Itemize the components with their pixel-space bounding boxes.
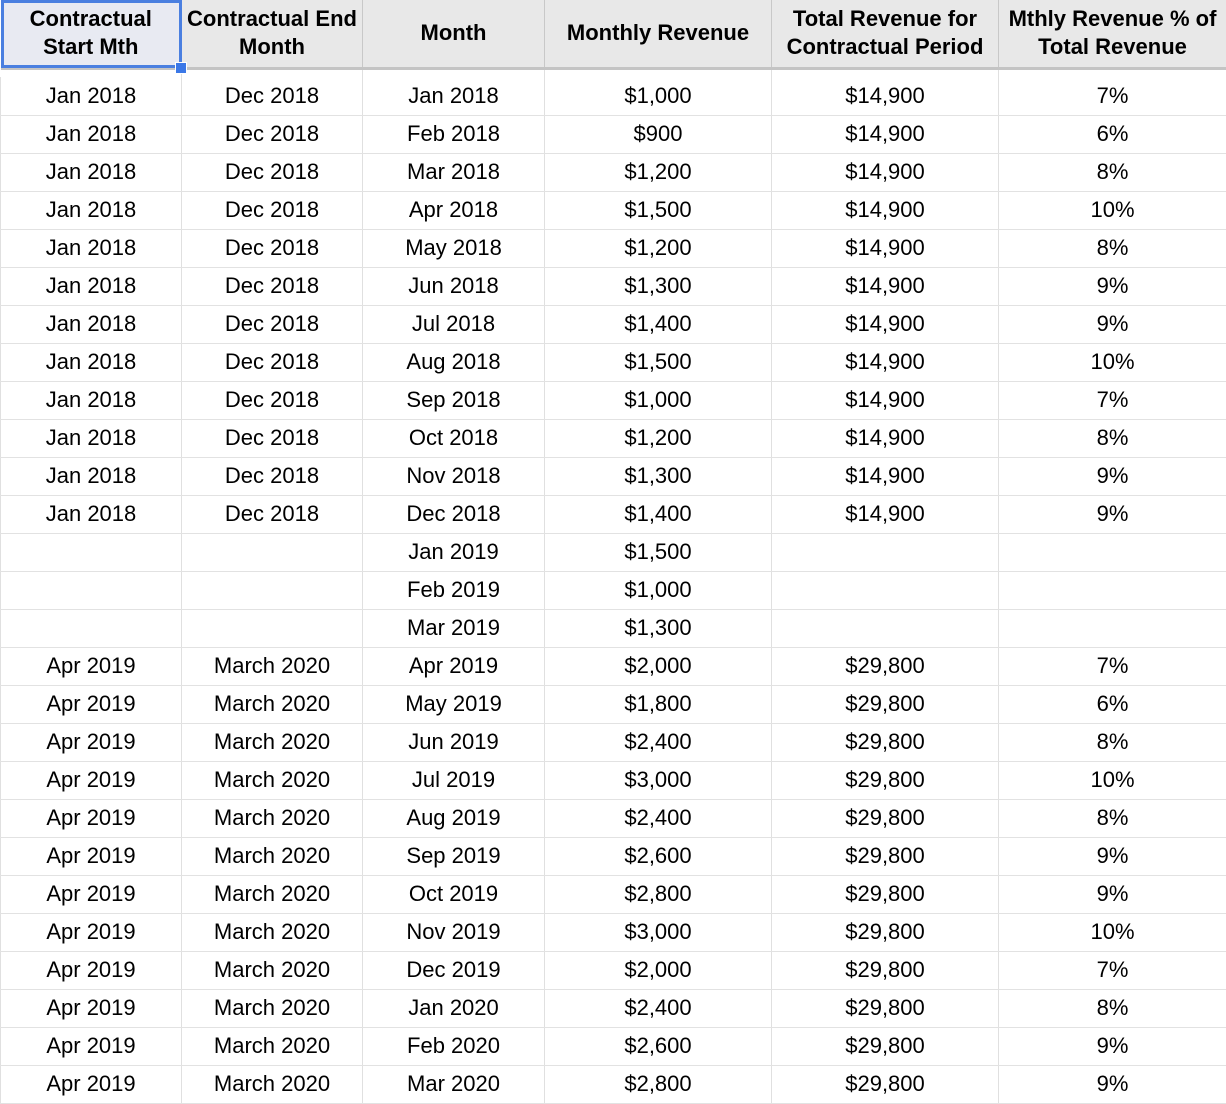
end-month-cell[interactable]: March 2020	[182, 761, 363, 799]
end-month-cell[interactable]: Dec 2018	[182, 115, 363, 153]
table-row	[1, 875, 1226, 913]
header-label: Total Revenue for Contractual Period	[787, 6, 984, 59]
table-row	[1, 77, 1226, 115]
total-revenue-cell[interactable]: $14,900	[772, 229, 999, 267]
end-month-cell[interactable]: Dec 2018	[182, 305, 363, 343]
month-cell[interactable]: Jan 2019	[363, 533, 545, 571]
monthly-revenue-cell[interactable]: $2,400	[545, 989, 772, 1027]
start-mth-cell[interactable]: Jan 2018	[1, 191, 182, 229]
month-cell[interactable]: Feb 2020	[363, 1027, 545, 1065]
monthly-revenue-cell[interactable]: $3,000	[545, 761, 772, 799]
month-cell[interactable]: Jan 2018	[363, 77, 545, 115]
end-month-cell[interactable]: Dec 2018	[182, 229, 363, 267]
start-mth-cell[interactable]: Apr 2019	[1, 799, 182, 837]
revenue-percent-cell[interactable]: 8%	[999, 419, 1226, 457]
total-revenue-cell[interactable]: $14,900	[772, 419, 999, 457]
revenue-percent-cell[interactable]	[999, 609, 1226, 647]
table-body	[1, 68, 1226, 1103]
total-revenue-cell[interactable]	[772, 609, 999, 647]
monthly-revenue-cell[interactable]: $1,300	[545, 267, 772, 305]
end-month-cell[interactable]: March 2020	[182, 989, 363, 1027]
revenue-percent-cell[interactable]: 9%	[999, 1065, 1226, 1103]
table-row	[1, 495, 1226, 533]
total-revenue-cell[interactable]: $14,900	[772, 457, 999, 495]
month-cell[interactable]: May 2018	[363, 229, 545, 267]
total-revenue-cell[interactable]: $29,800	[772, 951, 999, 989]
revenue-percent-cell[interactable]	[999, 533, 1226, 571]
start-mth-cell[interactable]	[1, 533, 182, 571]
table-row	[1, 989, 1226, 1027]
header-total-revenue[interactable]	[772, 0, 999, 68]
header-month[interactable]	[363, 0, 545, 68]
end-month-cell[interactable]: Dec 2018	[182, 77, 363, 115]
start-mth-cell[interactable]: Apr 2019	[1, 837, 182, 875]
revenue-percent-cell[interactable]: 9%	[999, 495, 1226, 533]
month-cell[interactable]: Mar 2018	[363, 153, 545, 191]
header-label: Contractual End Month	[187, 6, 357, 59]
monthly-revenue-cell[interactable]: $1,300	[545, 609, 772, 647]
header-label: Monthly Revenue	[567, 20, 749, 45]
total-revenue-cell[interactable]: $29,800	[772, 799, 999, 837]
total-revenue-cell[interactable]: $14,900	[772, 343, 999, 381]
end-month-cell[interactable]: Dec 2018	[182, 267, 363, 305]
month-cell[interactable]: Jul 2018	[363, 305, 545, 343]
monthly-revenue-cell[interactable]: $2,000	[545, 647, 772, 685]
table-row	[1, 837, 1226, 875]
table-row	[1, 229, 1226, 267]
start-mth-cell[interactable]: Apr 2019	[1, 913, 182, 951]
start-mth-cell[interactable]: Jan 2018	[1, 457, 182, 495]
total-revenue-cell[interactable]: $14,900	[772, 381, 999, 419]
total-revenue-cell[interactable]: $14,900	[772, 495, 999, 533]
total-revenue-cell[interactable]: $14,900	[772, 305, 999, 343]
total-revenue-cell[interactable]: $29,800	[772, 685, 999, 723]
total-revenue-cell[interactable]: $29,800	[772, 1065, 999, 1103]
total-revenue-cell[interactable]: $29,800	[772, 647, 999, 685]
start-mth-cell[interactable]: Apr 2019	[1, 951, 182, 989]
end-month-cell[interactable]: March 2020	[182, 913, 363, 951]
total-revenue-cell[interactable]: $14,900	[772, 191, 999, 229]
end-month-cell[interactable]: March 2020	[182, 1065, 363, 1103]
monthly-revenue-cell[interactable]: $3,000	[545, 913, 772, 951]
start-mth-cell[interactable]	[1, 609, 182, 647]
end-month-cell[interactable]: Dec 2018	[182, 343, 363, 381]
month-cell[interactable]: Apr 2018	[363, 191, 545, 229]
start-mth-cell[interactable]: Jan 2018	[1, 343, 182, 381]
monthly-revenue-cell[interactable]: $1,500	[545, 533, 772, 571]
month-cell[interactable]: Aug 2019	[363, 799, 545, 837]
monthly-revenue-cell[interactable]: $1,400	[545, 495, 772, 533]
end-month-cell[interactable]	[182, 571, 363, 609]
month-cell[interactable]: Jan 2020	[363, 989, 545, 1027]
table-row	[1, 419, 1226, 457]
total-revenue-cell[interactable]: $29,800	[772, 761, 999, 799]
end-month-cell[interactable]: Dec 2018	[182, 381, 363, 419]
month-cell[interactable]: Mar 2019	[363, 609, 545, 647]
revenue-percent-cell[interactable]: 10%	[999, 191, 1226, 229]
month-cell[interactable]: May 2019	[363, 685, 545, 723]
fill-handle[interactable]	[175, 62, 187, 74]
end-month-cell[interactable]: March 2020	[182, 723, 363, 761]
monthly-revenue-cell[interactable]: $1,000	[545, 571, 772, 609]
header-contractual-start-mth[interactable]	[1, 0, 182, 68]
month-cell[interactable]: Apr 2019	[363, 647, 545, 685]
start-mth-cell[interactable]: Jan 2018	[1, 381, 182, 419]
total-revenue-cell[interactable]: $29,800	[772, 989, 999, 1027]
header-contractual-end-month[interactable]	[182, 0, 363, 68]
header-revenue-percent[interactable]	[999, 0, 1226, 68]
revenue-percent-cell[interactable]: 9%	[999, 267, 1226, 305]
month-cell[interactable]: Oct 2019	[363, 875, 545, 913]
revenue-percent-cell[interactable]: 9%	[999, 837, 1226, 875]
monthly-revenue-cell[interactable]: $2,000	[545, 951, 772, 989]
end-month-cell[interactable]: Dec 2018	[182, 457, 363, 495]
month-cell[interactable]: Oct 2018	[363, 419, 545, 457]
monthly-revenue-cell[interactable]: $2,800	[545, 1065, 772, 1103]
total-revenue-cell[interactable]: $29,800	[772, 913, 999, 951]
total-revenue-cell[interactable]	[772, 571, 999, 609]
table-row	[1, 381, 1226, 419]
revenue-percent-cell[interactable]: 8%	[999, 989, 1226, 1027]
end-month-cell[interactable]: March 2020	[182, 685, 363, 723]
end-month-cell[interactable]: March 2020	[182, 647, 363, 685]
table-row	[1, 343, 1226, 381]
monthly-revenue-cell[interactable]: $2,800	[545, 875, 772, 913]
start-mth-cell[interactable]: Jan 2018	[1, 77, 182, 115]
month-cell[interactable]: Dec 2018	[363, 495, 545, 533]
table-row	[1, 1027, 1226, 1065]
revenue-percent-cell[interactable]: 9%	[999, 1027, 1226, 1065]
end-month-cell[interactable]: March 2020	[182, 837, 363, 875]
table-row	[1, 761, 1226, 799]
revenue-percent-cell[interactable]: 8%	[999, 229, 1226, 267]
start-mth-cell[interactable]: Apr 2019	[1, 685, 182, 723]
revenue-percent-cell[interactable]: 10%	[999, 761, 1226, 799]
start-mth-cell[interactable]: Jan 2018	[1, 229, 182, 267]
table-row	[1, 191, 1226, 229]
header-label: Month	[421, 20, 487, 45]
month-cell[interactable]: Nov 2019	[363, 913, 545, 951]
header-monthly-revenue[interactable]	[545, 0, 772, 68]
total-revenue-cell[interactable]: $14,900	[772, 115, 999, 153]
table-row	[1, 533, 1226, 571]
month-cell[interactable]: Jun 2019	[363, 723, 545, 761]
month-cell[interactable]: Sep 2019	[363, 837, 545, 875]
header-label: Mthly Revenue % of Total Revenue	[1009, 6, 1217, 59]
monthly-revenue-cell[interactable]: $1,500	[545, 343, 772, 381]
revenue-percent-cell[interactable]: 9%	[999, 457, 1226, 495]
revenue-percent-cell[interactable]: 8%	[999, 799, 1226, 837]
total-revenue-cell[interactable]: $29,800	[772, 723, 999, 761]
revenue-percent-cell[interactable]: 8%	[999, 153, 1226, 191]
table-row	[1, 1065, 1226, 1103]
table-row	[1, 799, 1226, 837]
revenue-percent-cell[interactable]	[999, 571, 1226, 609]
end-month-cell[interactable]	[182, 533, 363, 571]
revenue-percent-cell[interactable]: 7%	[999, 647, 1226, 685]
start-mth-cell[interactable]: Jan 2018	[1, 305, 182, 343]
monthly-revenue-cell[interactable]: $2,600	[545, 837, 772, 875]
table-row	[1, 305, 1226, 343]
monthly-revenue-cell[interactable]: $1,400	[545, 305, 772, 343]
monthly-revenue-cell[interactable]: $2,400	[545, 799, 772, 837]
start-mth-cell[interactable]: Jan 2018	[1, 267, 182, 305]
start-mth-cell[interactable]: Apr 2019	[1, 647, 182, 685]
end-month-cell[interactable]: March 2020	[182, 951, 363, 989]
start-mth-cell[interactable]	[1, 571, 182, 609]
start-mth-cell[interactable]: Apr 2019	[1, 989, 182, 1027]
total-revenue-cell[interactable]: $14,900	[772, 153, 999, 191]
monthly-revenue-cell[interactable]: $1,200	[545, 153, 772, 191]
table-row	[1, 951, 1226, 989]
table-row	[1, 685, 1226, 723]
start-mth-cell[interactable]: Apr 2019	[1, 723, 182, 761]
monthly-revenue-cell[interactable]: $1,200	[545, 419, 772, 457]
total-revenue-cell[interactable]	[772, 533, 999, 571]
total-revenue-cell[interactable]: $14,900	[772, 267, 999, 305]
monthly-revenue-cell[interactable]: $2,600	[545, 1027, 772, 1065]
table-row	[1, 153, 1226, 191]
end-month-cell[interactable]: Dec 2018	[182, 419, 363, 457]
revenue-percent-cell[interactable]: 10%	[999, 343, 1226, 381]
total-revenue-cell[interactable]: $14,900	[772, 77, 999, 115]
month-cell[interactable]: Sep 2018	[363, 381, 545, 419]
monthly-revenue-cell[interactable]: $1,500	[545, 191, 772, 229]
start-mth-cell[interactable]: Jan 2018	[1, 153, 182, 191]
monthly-revenue-cell[interactable]: $1,200	[545, 229, 772, 267]
revenue-percent-cell[interactable]: 9%	[999, 875, 1226, 913]
month-cell[interactable]: Nov 2018	[363, 457, 545, 495]
table-row	[1, 267, 1226, 305]
month-cell[interactable]: Feb 2018	[363, 115, 545, 153]
total-revenue-cell[interactable]: $29,800	[772, 1027, 999, 1065]
end-month-cell[interactable]: Dec 2018	[182, 153, 363, 191]
end-month-cell[interactable]: March 2020	[182, 799, 363, 837]
header-label: Contractual Start Mth	[30, 6, 152, 59]
end-month-cell[interactable]: March 2020	[182, 1027, 363, 1065]
revenue-percent-cell[interactable]: 9%	[999, 305, 1226, 343]
table-row	[1, 571, 1226, 609]
end-month-cell[interactable]	[182, 609, 363, 647]
monthly-revenue-cell[interactable]: $900	[545, 115, 772, 153]
revenue-percent-cell[interactable]: 6%	[999, 685, 1226, 723]
revenue-percent-cell[interactable]: 7%	[999, 951, 1226, 989]
month-cell[interactable]: Feb 2019	[363, 571, 545, 609]
start-mth-cell[interactable]: Jan 2018	[1, 419, 182, 457]
monthly-revenue-cell[interactable]: $1,000	[545, 77, 772, 115]
header-row	[1, 0, 1226, 68]
month-cell[interactable]: Dec 2019	[363, 951, 545, 989]
table-row	[1, 609, 1226, 647]
revenue-percent-cell[interactable]: 10%	[999, 913, 1226, 951]
end-month-cell[interactable]: March 2020	[182, 875, 363, 913]
monthly-revenue-cell[interactable]: $1,000	[545, 381, 772, 419]
revenue-percent-cell[interactable]: 7%	[999, 381, 1226, 419]
month-cell[interactable]: Mar 2020	[363, 1065, 545, 1103]
total-revenue-cell[interactable]: $29,800	[772, 875, 999, 913]
start-mth-cell[interactable]: Jan 2018	[1, 115, 182, 153]
revenue-percent-cell[interactable]: 6%	[999, 115, 1226, 153]
start-mth-cell[interactable]: Apr 2019	[1, 875, 182, 913]
revenue-percent-cell[interactable]: 8%	[999, 723, 1226, 761]
table-row	[1, 913, 1226, 951]
start-mth-cell[interactable]: Apr 2019	[1, 1027, 182, 1065]
month-cell[interactable]: Jul 2019	[363, 761, 545, 799]
start-mth-cell[interactable]: Apr 2019	[1, 1065, 182, 1103]
monthly-revenue-cell[interactable]: $2,400	[545, 723, 772, 761]
table-row	[1, 457, 1226, 495]
table-row	[1, 647, 1226, 685]
start-mth-cell[interactable]: Jan 2018	[1, 495, 182, 533]
monthly-revenue-cell[interactable]: $1,300	[545, 457, 772, 495]
end-month-cell[interactable]: Dec 2018	[182, 495, 363, 533]
revenue-percent-cell[interactable]: 7%	[999, 77, 1226, 115]
total-revenue-cell[interactable]: $29,800	[772, 837, 999, 875]
monthly-revenue-cell[interactable]: $1,800	[545, 685, 772, 723]
table-row	[1, 723, 1226, 761]
month-cell[interactable]: Aug 2018	[363, 343, 545, 381]
start-mth-cell[interactable]: Apr 2019	[1, 761, 182, 799]
end-month-cell[interactable]: Dec 2018	[182, 191, 363, 229]
table-row	[1, 115, 1226, 153]
month-cell[interactable]: Jun 2018	[363, 267, 545, 305]
